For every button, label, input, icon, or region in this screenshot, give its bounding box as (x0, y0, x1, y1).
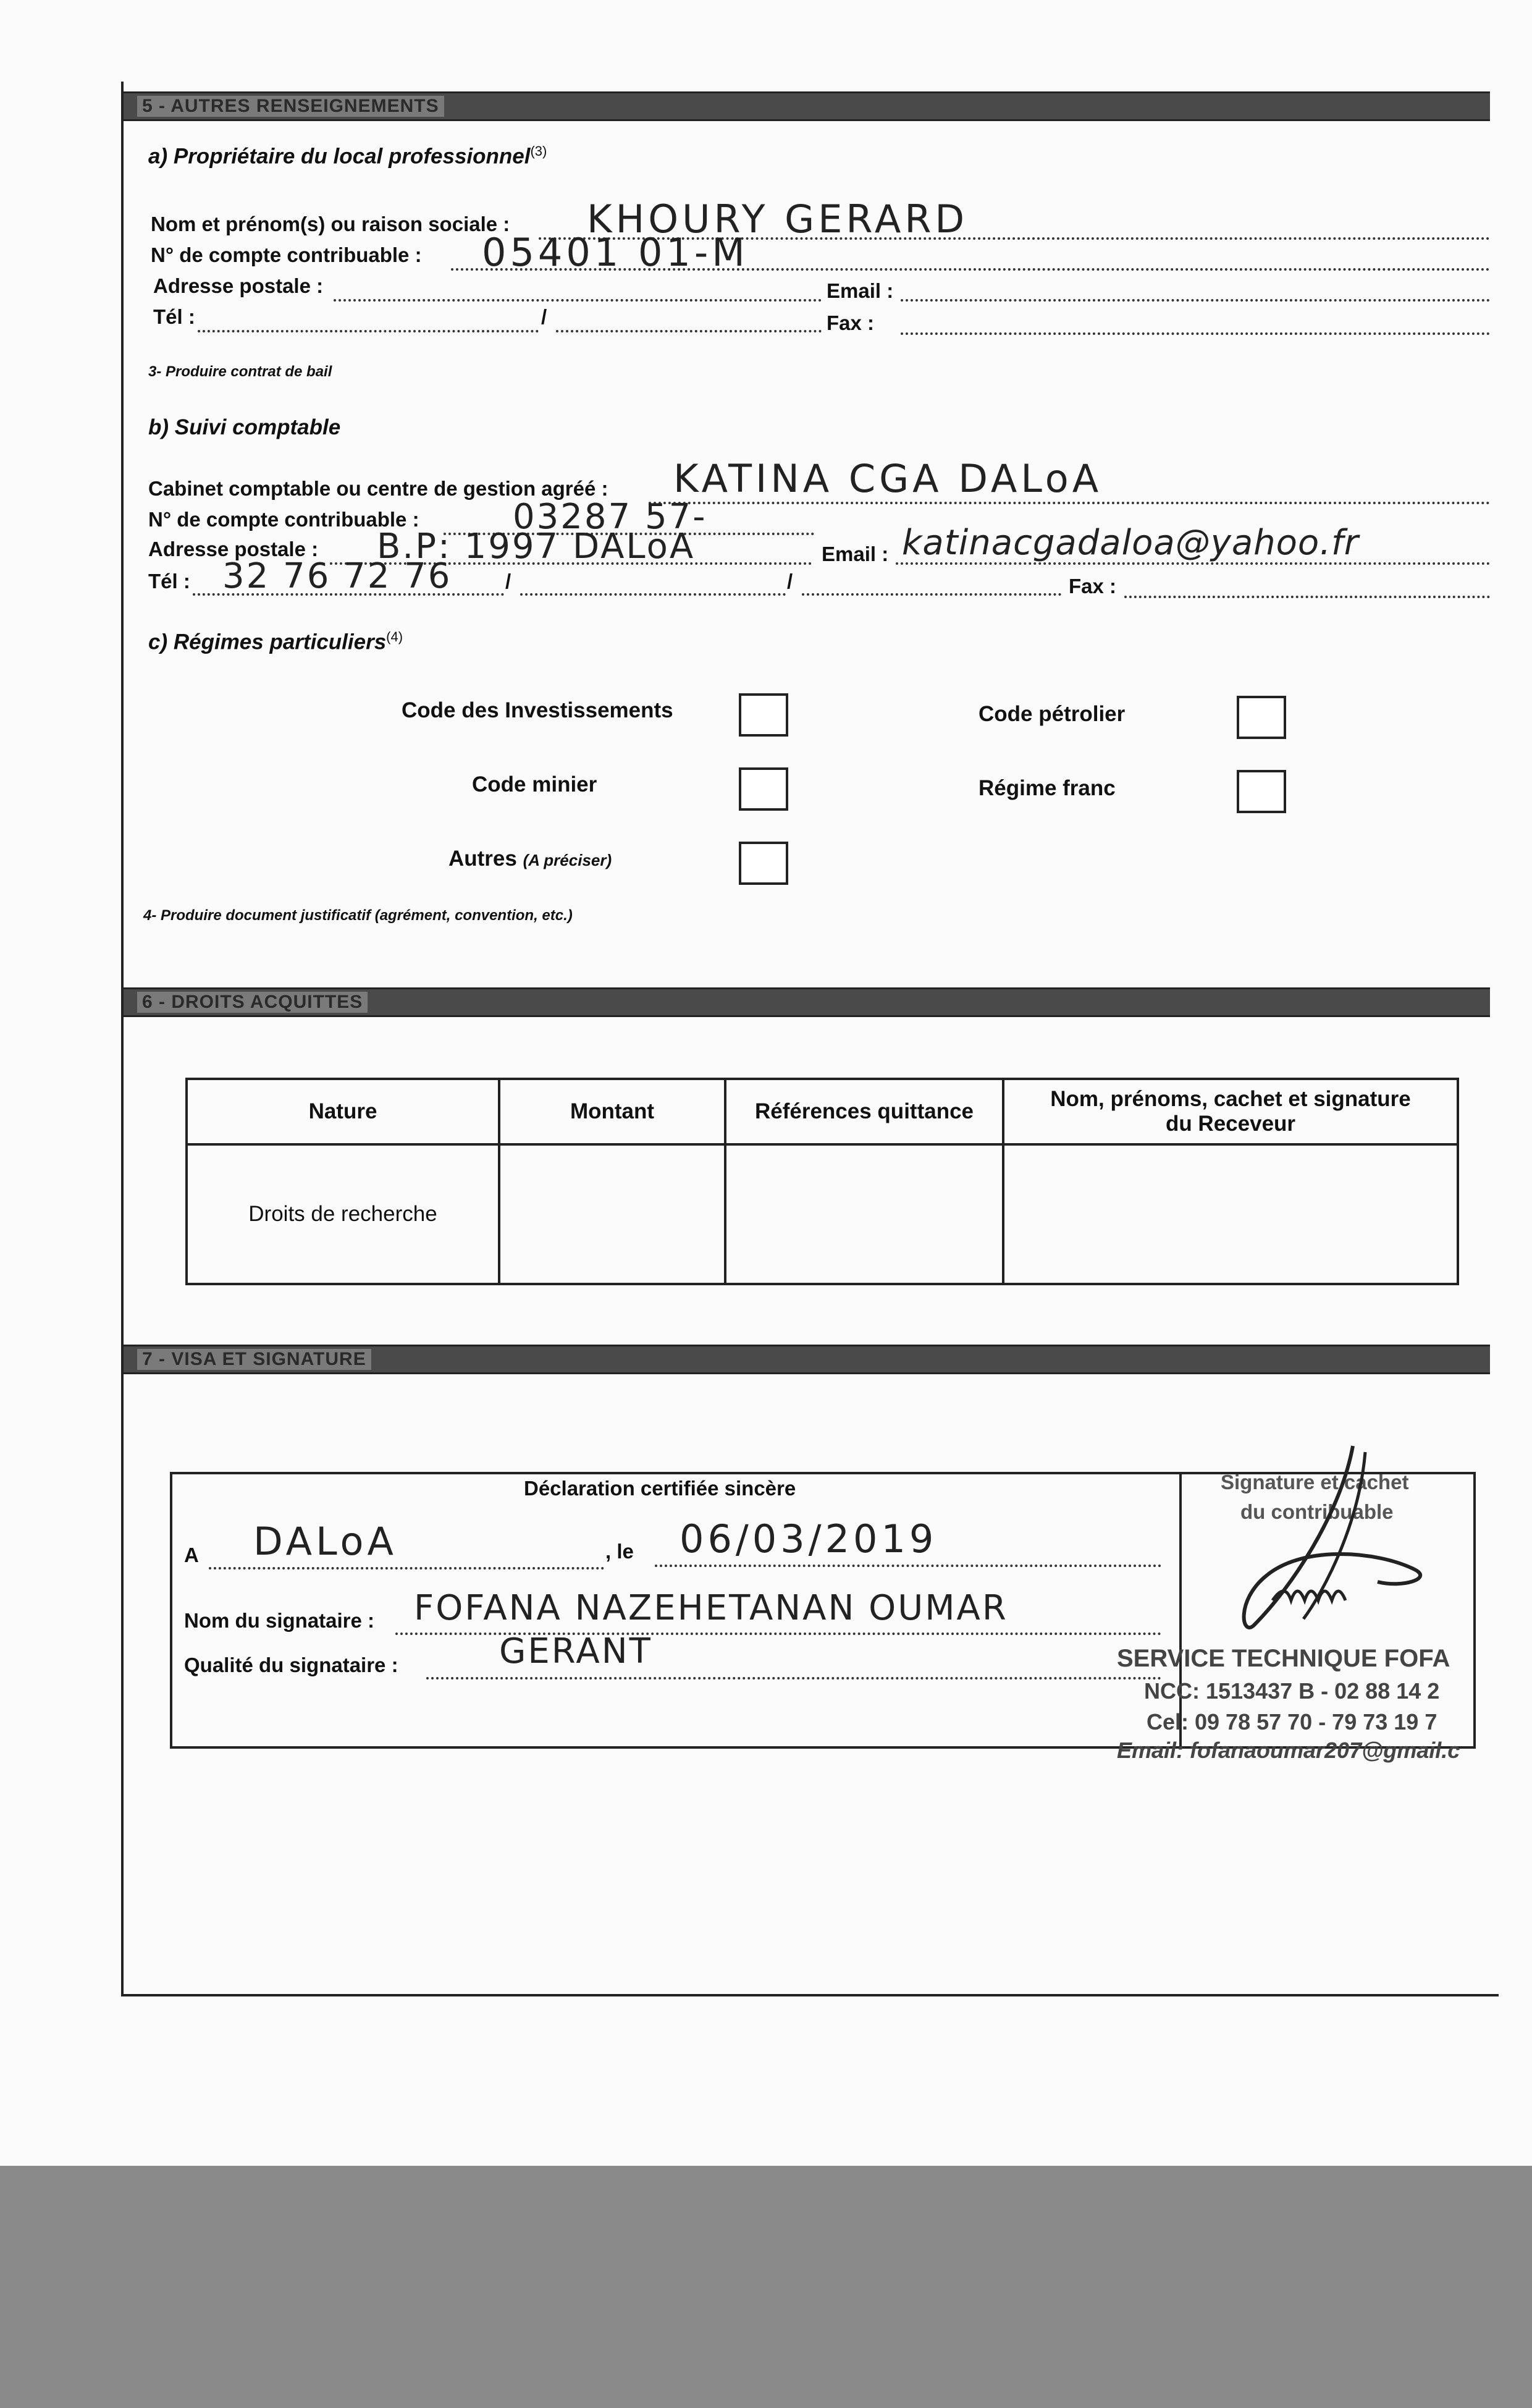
accounting-fax-line[interactable] (1124, 596, 1490, 598)
code-minier-label: Code minier (472, 772, 597, 796)
owner-account-label: N° de compte contribuable : (151, 243, 422, 266)
col-montant: Montant (499, 1079, 725, 1144)
owner-email-label: Email : (827, 279, 894, 302)
accounting-account-label: N° de compte contribuable : (148, 508, 419, 531)
owner-email-line[interactable] (901, 299, 1490, 302)
signatory-role-value[interactable]: GERANT (499, 1631, 652, 1671)
owner-tel-slash: / (541, 305, 547, 328)
footnote-3: 3- Produire contrat de bail (148, 363, 332, 380)
accounting-address-value[interactable]: B.P: 1997 DALoA (377, 526, 696, 567)
stamp-line-1: SERVICE TECHNIQUE FOFA (1117, 1645, 1450, 1672)
declaration-title: Déclaration certifiée sincère (524, 1477, 796, 1500)
place-label: A (184, 1544, 199, 1566)
cell-nature: Droits de recherche (187, 1144, 499, 1284)
accounting-tel3-line[interactable] (802, 593, 1061, 596)
visa-divider (1179, 1474, 1182, 1746)
cell-montant[interactable] (499, 1144, 725, 1284)
stamp-line-2: NCC: 1513437 B - 02 88 14 2 (1144, 1678, 1440, 1704)
owner-name-label: Nom et prénom(s) ou raison sociale : (151, 213, 510, 235)
owner-address-label: Adresse postale : (153, 274, 324, 297)
code-petrolier-checkbox[interactable] (1237, 696, 1286, 739)
footnote-4: 4- Produire document justificatif (agrément, convention, etc.) (143, 907, 573, 924)
cell-references[interactable] (725, 1144, 1003, 1284)
accounting-email-label: Email : (822, 543, 889, 565)
code-investissements-label: Code des Investissements (402, 698, 673, 722)
signature-scrawl (1217, 1440, 1452, 1662)
owner-tel-line[interactable] (198, 330, 539, 332)
autres-label: Autres (A préciser) (448, 847, 612, 871)
stamp-line-3: Cel: 09 78 57 70 - 79 73 19 7 (1147, 1709, 1437, 1734)
owner-tel-label: Tél : (153, 305, 195, 328)
accounting-tel-slash-1: / (505, 570, 511, 593)
col-receveur: Nom, prénoms, cachet et signature du Receveur (1003, 1079, 1458, 1144)
cell-receveur[interactable] (1003, 1144, 1458, 1284)
accounting-heading: b) Suivi comptable (148, 415, 341, 439)
date-label: , le (605, 1540, 634, 1563)
signature-header-1: Signature et cachet (1221, 1471, 1409, 1493)
signatory-role-line (426, 1677, 1161, 1679)
place-value[interactable]: DALoA (253, 1519, 397, 1564)
droits-table-header (187, 1079, 1458, 1144)
signatory-name-label: Nom du signataire : (184, 1609, 375, 1632)
signatory-name-value[interactable]: FOFANA NAZEHETANAN OUMAR (414, 1588, 1008, 1628)
section-5-header (124, 91, 1490, 121)
section-6-header (124, 987, 1490, 1017)
code-petrolier-label: Code pétrolier (979, 702, 1126, 726)
owner-name-value[interactable]: KHOURY GERARD (587, 196, 969, 242)
regimes-heading: c) Régimes particuliers$^{(4)}$ (148, 629, 403, 654)
owner-heading: a) Propriétaire du local professionnel$^{(3)}$ (148, 143, 547, 169)
cabinet-line (649, 502, 1490, 504)
cabinet-label: Cabinet comptable ou centre de gestion agréé : (148, 477, 608, 500)
date-value[interactable]: 06/03/2019 (680, 1516, 938, 1561)
cabinet-value[interactable]: KATINA CGA DALoA (673, 456, 1103, 501)
owner-address-line[interactable] (334, 299, 822, 302)
owner-fax-line[interactable] (901, 332, 1490, 335)
col-references: Références quittance (725, 1079, 1003, 1144)
signatory-role-label: Qualité du signataire : (184, 1654, 398, 1676)
date-line (655, 1565, 1161, 1567)
signature-header-2: du contribuable (1240, 1500, 1394, 1523)
section-6-title: 6 - DROITS ACQUITTES (137, 992, 368, 1013)
col-nature: Nature (187, 1079, 499, 1144)
accounting-tel2-line[interactable] (520, 593, 786, 596)
owner-tel2-line[interactable] (556, 330, 822, 332)
accounting-address-label: Adresse postale : (148, 538, 319, 560)
section-7-title: 7 - VISA ET SIGNATURE (137, 1349, 371, 1370)
table-row (187, 1144, 1458, 1284)
accounting-account-value[interactable]: 03287 57- (513, 497, 707, 537)
owner-account-value[interactable]: 05401 01-M (482, 230, 749, 275)
accounting-tel-slash-2: / (787, 570, 793, 593)
accounting-fax-label: Fax : (1069, 575, 1117, 598)
code-investissements-checkbox[interactable] (739, 693, 788, 737)
place-line (209, 1567, 604, 1569)
section-5-title: 5 - AUTRES RENSEIGNEMENTS (137, 96, 444, 117)
accounting-tel-value[interactable]: 32 76 72 76 (222, 556, 452, 596)
droits-table (185, 1078, 1459, 1285)
section-7-header (124, 1345, 1490, 1374)
stamp-line-4: Email: fofanaoumar207@gmail.c (1117, 1738, 1460, 1763)
autres-checkbox[interactable] (739, 842, 788, 885)
accounting-email-value[interactable]: katinacgadaloa@yahoo.fr (902, 523, 1359, 563)
regime-franc-label: Régime franc (979, 776, 1116, 800)
accounting-tel-label: Tél : (148, 570, 190, 593)
regime-franc-checkbox[interactable] (1237, 770, 1286, 813)
code-minier-checkbox[interactable] (739, 767, 788, 811)
owner-fax-label: Fax : (827, 311, 875, 334)
